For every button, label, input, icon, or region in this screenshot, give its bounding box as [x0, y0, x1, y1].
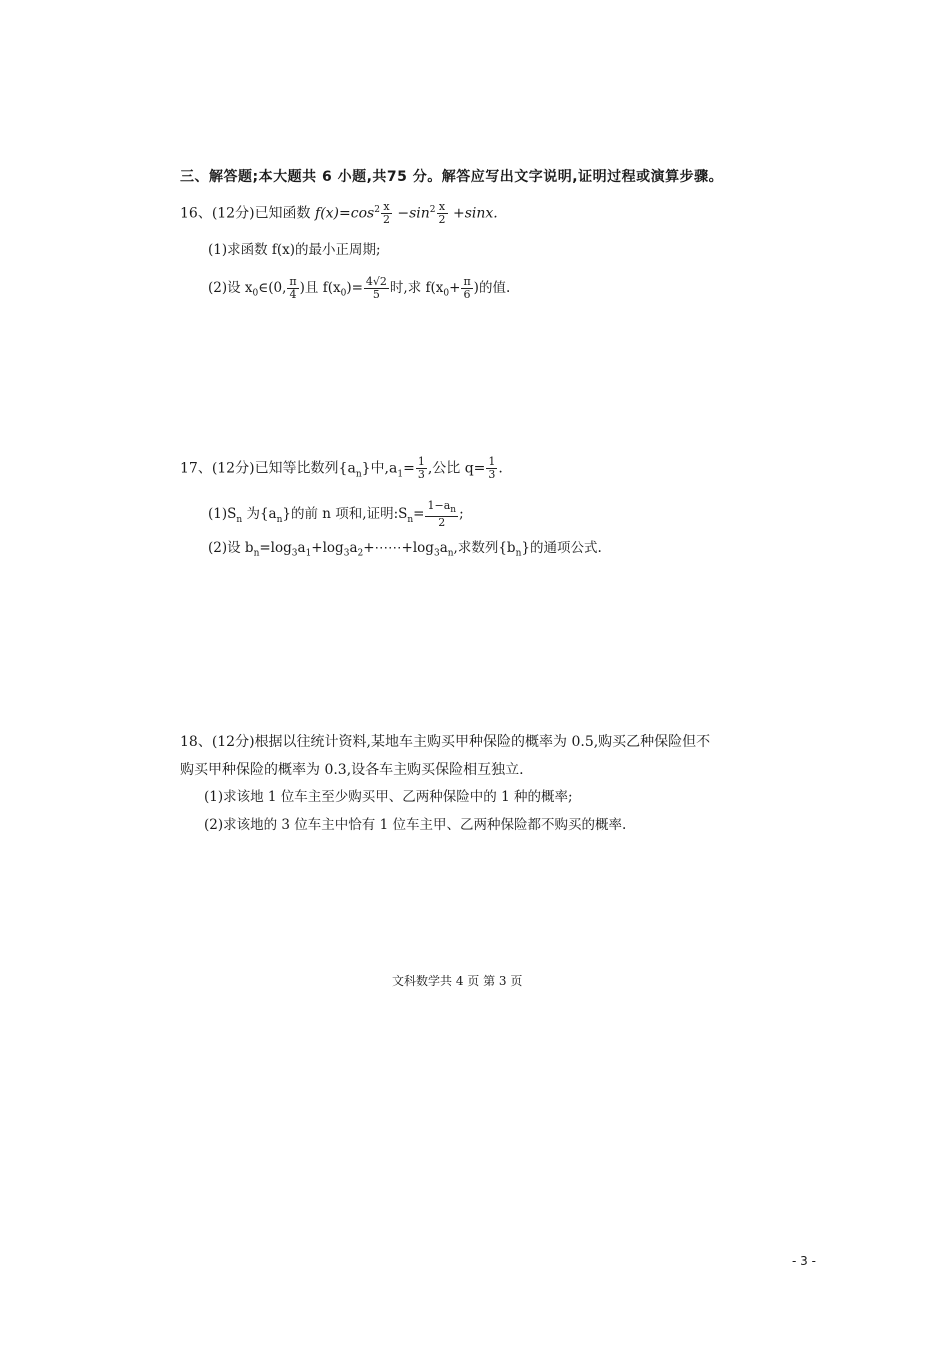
q17p2-sub-n2: n	[447, 548, 454, 559]
q17-sub-1: 1	[397, 469, 404, 480]
question-17-stem	[180, 456, 503, 484]
q17p2-c2: a	[349, 540, 358, 556]
question-16-prefix: 已知函数	[254, 205, 316, 222]
question-17-number: 17、(12分)	[180, 460, 255, 477]
q16p2-sub: 0	[252, 288, 259, 299]
question-16-part-1: (1)求函数 f(x)的最小正周期;	[208, 242, 381, 258]
question-18-line-1	[180, 732, 710, 752]
q16p2-c: )且 f(x	[299, 280, 341, 296]
q16p2-e: 时,求 f(x	[389, 280, 444, 296]
q16-frac-x-over-2-b: $\frac{x}{2}$	[438, 200, 446, 227]
q17p2-a: (2)设 b	[208, 540, 254, 556]
question-18-part-1: (1)求该地 1 位车主至少购买甲、乙两种保险中的 1 种的概率;	[204, 789, 573, 805]
q16p2-sub-b: 0	[340, 288, 347, 299]
q17-frac-1-minus-an-over-2: $\frac{1-a_n}{2}$	[427, 499, 457, 530]
q16-func-name: f(x)=cos	[315, 205, 375, 222]
page-number: - 3 -	[792, 1254, 816, 1268]
q17p1-b: 为{a	[242, 506, 277, 523]
q16p2-f: +	[449, 280, 461, 296]
q17-b: }中,a	[361, 460, 398, 477]
q17p2-c: a	[297, 540, 306, 556]
q17p1-sub-b: n	[276, 514, 283, 525]
question-16-part-2	[208, 276, 510, 304]
q17p2-sub-2: 2	[357, 548, 364, 559]
question-17-part-2	[208, 538, 602, 564]
q16p2-g: )的值.	[473, 280, 511, 296]
q17p1-c: }的前 n 项和,证明:S	[282, 506, 408, 523]
q16p2-d: )=	[346, 280, 363, 296]
q17-d: ,公比 q=	[427, 460, 486, 477]
q16p2-a: (2)设 x	[208, 280, 253, 296]
q17p1-sub: n	[236, 514, 243, 525]
section-title: 三、解答题;本大题共 6 小题,共75 分。解答应写出文字说明,证明过程或演算步骤。	[180, 169, 724, 185]
q17-e: .	[498, 460, 503, 477]
question-16-number: 16、(12分)	[180, 205, 255, 222]
q16-frac-pi-over-6: $\frac{\pi}{6}$	[463, 275, 471, 301]
q17p1-d: =	[413, 506, 425, 523]
q17p2-e: +⋯⋯+log	[363, 540, 434, 556]
q16p2-sub-c: 0	[443, 288, 450, 299]
q16-frac-x-over-2-a: $\frac{x}{2}$	[382, 200, 390, 227]
q17p1-a: (1)S	[208, 506, 237, 523]
q17p2-sub-3b: 3	[343, 548, 350, 559]
q16-sup-b: 2	[429, 205, 436, 215]
q17p2-sub-3c: 3	[433, 548, 440, 559]
q17p1-sub-c: n	[407, 514, 414, 525]
q17p2-sub-1: 1	[305, 548, 312, 559]
q17p2-g: }的通项公式.	[521, 540, 602, 556]
q17p2-d: +log	[311, 540, 344, 556]
q17p2-sub-n3: n	[515, 548, 522, 559]
q16p2-b: ∈(0,	[258, 280, 287, 296]
q17-a: 已知等比数列{a	[254, 460, 356, 477]
q17-frac-1-over-3-b: $\frac{1}{3}$	[488, 455, 496, 481]
page-footer: 文科数学共 4 页 第 3 页	[392, 974, 523, 988]
question-18-number: 18、(12分)	[180, 734, 255, 750]
q17p2-c3: a	[439, 540, 448, 556]
q17p2-sub-3: 3	[291, 548, 298, 559]
q16-frac-4root2-over-5: $\frac{4√2}{5}$	[365, 275, 387, 301]
q17-frac-1-over-3-a: $\frac{1}{3}$	[417, 455, 425, 481]
q17p2-f: ,求数列{b	[453, 540, 516, 556]
question-18-part-2: (2)求该地的 3 位车主中恰有 1 位车主甲、乙两种保险都不购买的概率.	[204, 817, 627, 833]
q16-func-mid: −sin	[392, 205, 430, 222]
q16-sup: 2	[374, 205, 380, 215]
q16-func-tail: +sinx.	[448, 205, 498, 222]
q17-c: =	[403, 460, 415, 477]
question-18-line-2: 购买甲种保险的概率为 0.3,设各车主购买保险相互独立.	[180, 762, 524, 778]
q17p2-sub-n: n	[253, 548, 260, 559]
q16-frac-pi-over-4: $\frac{\pi}{4}$	[289, 275, 297, 301]
q17p1-e: ;	[459, 506, 464, 523]
q17p2-b: =log	[259, 540, 292, 556]
q17-sub-n: n	[355, 469, 362, 480]
q18-line1-text: 根据以往统计资料,某地车主购买甲种保险的概率为 0.5,购买乙种保险但不	[254, 734, 711, 750]
question-16-stem	[180, 200, 498, 226]
question-17-part-1	[208, 500, 464, 530]
